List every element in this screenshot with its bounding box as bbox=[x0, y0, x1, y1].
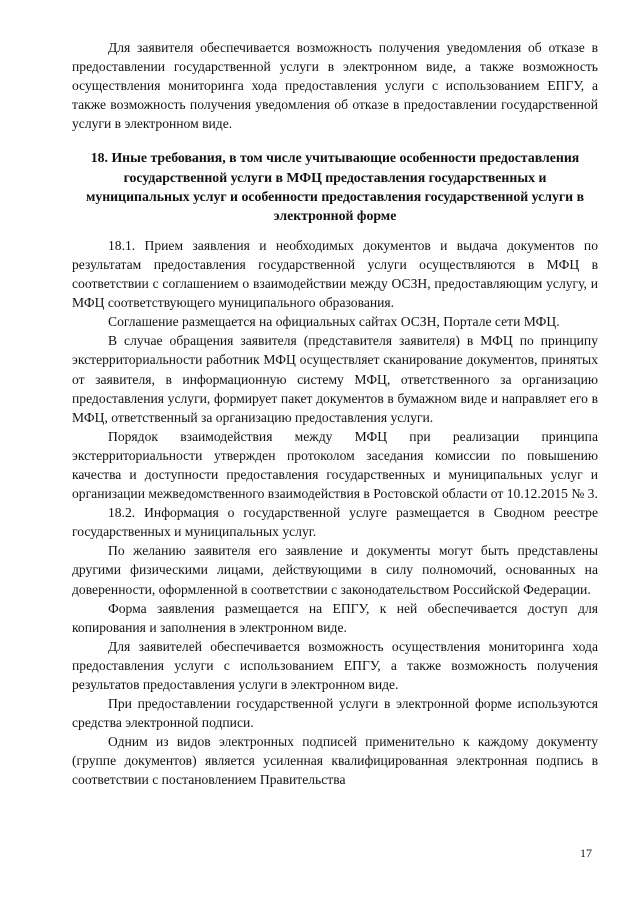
paragraph-agreement: Соглашение размещается на официальных сайтах ОСЗН, Портале сети МФЦ. bbox=[108, 314, 560, 330]
section-heading: 18. Иные требования, в том числе учитывающие особенности предоставления государственной услуги в МФЦ предоставления государственных и муниципальных услуг и особенности предоставления государственной услуги в электронной форме bbox=[85, 150, 585, 223]
paragraph-intro: Для заявителя обеспечивается возможность получения уведомления об отказе в предоставлении государственной услуги в электронном виде, а также возможность осуществления мониторинга хода предоставления услуги с использованием ЕПГУ, а также возможность получения уведомления об отказе в предоставлении государственной услуги в электронном виде. bbox=[72, 40, 598, 132]
page-content bbox=[72, 38, 598, 790]
paragraph-monitoring: Для заявителей обеспечивается возможность осуществления мониторинга хода предоставления услуги с использованием ЕПГУ, а также возможность получения результатов предоставления услуги в электронном виде. bbox=[72, 638, 598, 692]
page-number: 17 bbox=[580, 846, 592, 860]
paragraph-qualified-signature: Одним из видов электронных подписей применительно к каждому документу (группе документов) является усиленная квалифицированная электронная подпись в соответствии с постановлением Правительства bbox=[72, 734, 598, 788]
paragraph-interaction-order: Порядок взаимодействия между МФЦ при реализации принципа экстерриториальности утвержден протоколом заседания комиссии по повышению качества и доступности предоставления государственных и муниципальных услуг и организации межведомственного взаимодействия в Ростовской области от 10.12.2015 № 3. bbox=[72, 428, 598, 502]
paragraph-electronic-signature: При предоставлении государственной услуги в электронной форме используются средства электронной подписи. bbox=[72, 696, 598, 731]
paragraph-representatives: По желанию заявителя его заявление и документы могут быть представлены другими физическими лицами, действующими в силу полномочий, основанных на доверенности, оформленной в соответствии с законодательством Российской Федерации. bbox=[72, 543, 598, 597]
paragraph-application-form: Форма заявления размещается на ЕПГУ, к ней обеспечивается доступ для копирования и заполнения в электронном виде. bbox=[72, 600, 598, 635]
paragraph-exterritorial: В случае обращения заявителя (представителя заявителя) в МФЦ по принципу экстерриториальности работник МФЦ осуществляет сканирование документов, принятых от заявителя, в информационную систему МФЦ, ответственного за организацию предоставления услуги, формирует пакет документов в бумажном виде и направляет его в МФЦ, ответственный за организацию предоставления услуги. bbox=[72, 333, 598, 425]
paragraph-18-2: 18.2. Информация о государственной услуге размещается в Сводном реестре государственных и муниципальных услуг. bbox=[72, 505, 598, 540]
paragraph-18-1: 18.1. Прием заявления и необходимых документов и выдача документов по результатам предоставления государственной услуги осуществляются в МФЦ в соответствии с соглашением о взаимодействии между ОСЗН, предоставляющим услугу, и МФЦ соответствующего муниципального образования. bbox=[72, 237, 598, 311]
